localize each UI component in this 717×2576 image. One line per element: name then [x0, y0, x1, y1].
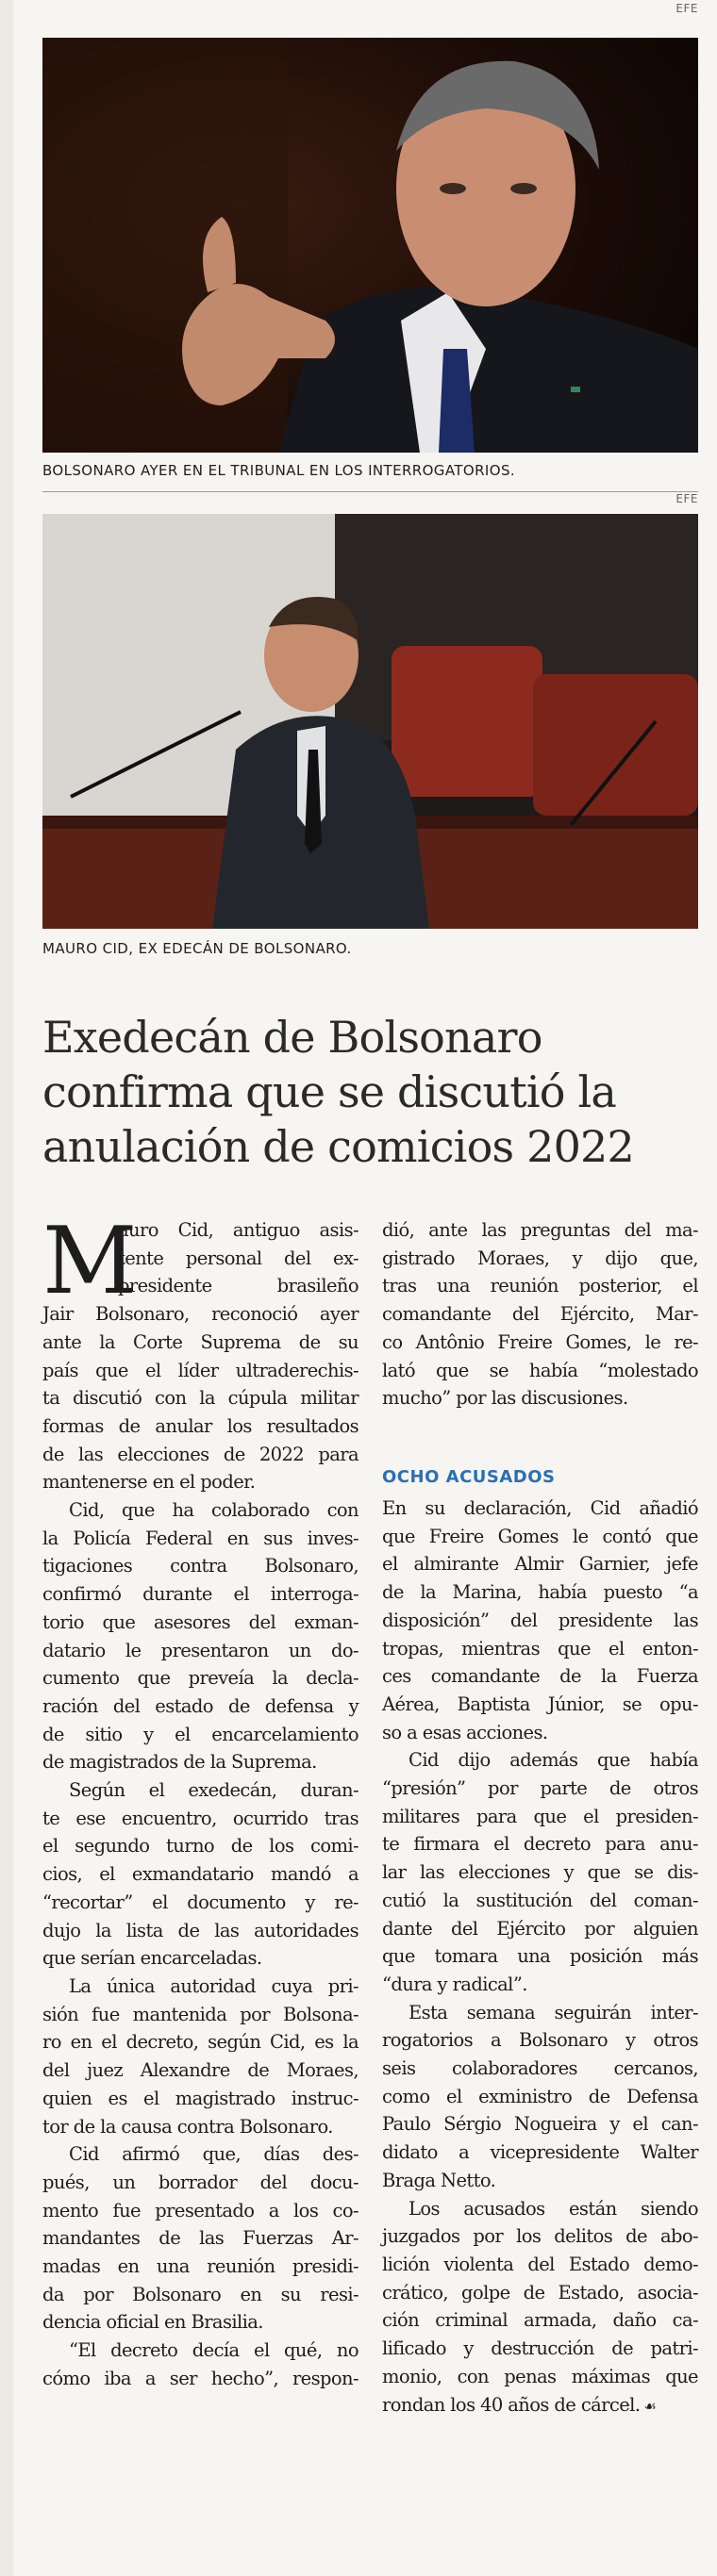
text-line: mantenerse en el poder. — [42, 1471, 256, 1494]
photo-bolsonaro — [42, 38, 698, 453]
text-line: Los acusados están siendo — [409, 2197, 698, 2220]
text-line: mucho” por las discusiones. — [382, 1387, 628, 1410]
text-line: tente personal del ex- — [118, 1247, 358, 1269]
text-line: Cid afirmó que, días des- — [69, 2143, 358, 2166]
text-line: Paulo Sérgio Nogueira y el can- — [382, 2113, 698, 2136]
text-line: Braga Netto. — [382, 2169, 496, 2191]
text-line: cómo iba a ser hecho”, respon- — [42, 2367, 358, 2389]
text-line: crático, golpe de Estado, asocia- — [382, 2281, 698, 2304]
text-line: de la Marina, había puesto “a — [382, 1581, 698, 1604]
text-line: militares para que el presiden- — [382, 1805, 698, 1827]
text-line: torio que asesores del exman- — [42, 1610, 358, 1633]
drop-cap: M — [42, 1208, 138, 1315]
adjacent-page-edge — [0, 0, 13, 2576]
text-line: que serían encarceladas. — [42, 1947, 262, 1970]
text-line: “presión” por parte de otros — [382, 1777, 698, 1800]
text-line: ante la Corte Suprema de su — [42, 1330, 358, 1353]
headline-line: confirma que se discutió la — [42, 1065, 617, 1117]
headline — [42, 1010, 703, 1174]
divider — [42, 491, 698, 492]
text-line: cios, el exmandatario mandó a — [42, 1863, 358, 1886]
text-line: mento fue presentado a los co- — [42, 2199, 358, 2221]
text-line: ración del estado de defensa y — [42, 1694, 358, 1717]
photo2-credit: EFE — [675, 492, 698, 505]
text-line: ta discutió con la cúpula militar — [42, 1387, 358, 1410]
column-2-top — [382, 1216, 698, 1412]
text-line: ro en el decreto, según Cid, es la — [42, 2031, 358, 2054]
text-line: del juez Alexandre de Moraes, — [42, 2059, 358, 2082]
text-line: quien es el magistrado instruc- — [42, 2087, 358, 2109]
text-line: tor de la causa contra Bolsonaro. — [42, 2115, 333, 2138]
text-line: mandantes de las Fuerzas Ar- — [42, 2227, 358, 2250]
text-line: dió, ante las preguntas del ma- — [382, 1219, 698, 1241]
text-line: Según el exedecán, duran- — [69, 1779, 358, 1802]
text-line: Esta semana seguirán inter- — [409, 2001, 698, 2023]
headline-line: Exedecán de Bolsonaro — [42, 1011, 542, 1063]
photo1-credit: EFE — [675, 2, 698, 15]
text-line: te firmara el decreto para anu- — [382, 1833, 698, 1856]
column-2-bottom — [382, 1494, 698, 2420]
text-line: rondan los 40 años de cárcel. ☙ — [382, 2391, 698, 2421]
text-line: didato a vicepresidente Walter — [382, 2141, 698, 2164]
text-line: de sitio y el encarcelamiento — [42, 1723, 358, 1745]
text-line: madas en una reunión presidi- — [42, 2255, 358, 2278]
text-line: país que el líder ultraderechis- — [42, 1359, 358, 1381]
text-line: ces comandante de la Fuerza — [382, 1665, 698, 1688]
text-line: dencia oficial en Brasilia. — [42, 2311, 263, 2334]
text-line: datario le presentaron un do- — [42, 1639, 358, 1661]
text-line: de magistrados de la Suprema. — [42, 1751, 317, 1774]
text-line: co Antônio Freire Gomes, le re- — [382, 1330, 698, 1353]
text-line: tras una reunión posterior, el — [382, 1275, 698, 1297]
text-line: so a esas acciones. — [382, 1721, 548, 1743]
text-line: Cid dijo además que había — [409, 1749, 698, 1772]
text-line: Cid, que ha colaborado con — [69, 1499, 358, 1522]
photo1-caption: BOLSONARO AYER EN EL TRIBUNAL EN LOS INTERROGATORIOS. — [42, 462, 516, 479]
text-line: dante del Ejército por alguien — [382, 1917, 698, 1940]
headline-line: anulación de comicios 2022 — [42, 1120, 634, 1172]
text-line: el segundo turno de los comi- — [42, 1835, 358, 1858]
text-line: En su declaración, Cid añadió — [382, 1497, 698, 1519]
text-line: disposición” del presidente las — [382, 1609, 698, 1631]
text-line: gistrado Moraes, y dijo que, — [382, 1247, 698, 1269]
text-line: lar las elecciones y que se dis- — [382, 1861, 698, 1884]
end-mark-icon: ☙ — [643, 2397, 657, 2415]
text-line: lición violenta del Estado demo- — [382, 2253, 698, 2275]
text-line: pués, un borrador del docu- — [42, 2171, 358, 2193]
text-line: “recortar” el documento y re- — [42, 1891, 358, 1913]
text-line: que tomara una posición más — [382, 1945, 698, 1968]
text-line: comandante del Ejército, Mar- — [382, 1303, 698, 1326]
text-line: tropas, mientras que el enton- — [382, 1637, 698, 1660]
text-line: formas de anular los resultados — [42, 1414, 358, 1437]
text-line: confirmó durante el interroga- — [42, 1583, 358, 1606]
column-1 — [42, 1208, 358, 2393]
text-line: seis colaboradores cercanos, — [382, 2057, 698, 2080]
text-line: sión fue mantenida por Bolsona- — [42, 2003, 358, 2025]
text-line: el almirante Almir Garnier, jefe — [382, 1553, 698, 1576]
text-line: La única autoridad cuya pri- — [69, 1974, 358, 1997]
text-line: da por Bolsonaro en su resi- — [42, 2283, 358, 2305]
text-line: ción criminal armada, daño ca- — [382, 2309, 698, 2332]
text-line: “El decreto decía el qué, no — [69, 2339, 358, 2362]
photo2-caption: MAURO CID, EX EDECÁN DE BOLSONARO. — [42, 940, 352, 957]
text-line: cutió la sustitución del coman- — [382, 1889, 698, 1911]
text-line: la Policía Federal en sus inves- — [42, 1527, 358, 1549]
text-line: cumento que preveía la decla- — [42, 1667, 358, 1690]
text-line: lató que se había “molestado — [382, 1359, 698, 1381]
text-line: “dura y radical”. — [382, 1973, 527, 1995]
photo-mauro-cid — [42, 514, 698, 929]
text-line: tigaciones contra Bolsonaro, — [42, 1555, 358, 1577]
text-line: monio, con penas máximas que — [382, 2365, 698, 2387]
text-line: te ese encuentro, ocurrido tras — [42, 1807, 358, 1829]
text-line: juzgados por los delitos de abo- — [382, 2225, 698, 2248]
text-line: auro Cid, antiguo asis- — [118, 1219, 358, 1241]
subheading: OCHO ACUSADOS — [382, 1467, 556, 1487]
text-line: rogatorios a Bolsonaro y otros — [382, 2029, 698, 2052]
text-line: como el exministro de Defensa — [382, 2085, 698, 2107]
text-line: dujo la lista de las autoridades — [42, 1919, 358, 1941]
text-line: de las elecciones de 2022 para — [42, 1443, 358, 1465]
text-line: Aérea, Baptista Júnior, se opu- — [382, 1693, 698, 1715]
text-line: presidente brasileño — [118, 1275, 358, 1297]
text-line: Jair Bolsonaro, reconoció ayer — [42, 1303, 358, 1326]
text-line: lificado y destrucción de patri- — [382, 2337, 698, 2360]
text-line: que Freire Gomes le contó que — [382, 1525, 698, 1547]
